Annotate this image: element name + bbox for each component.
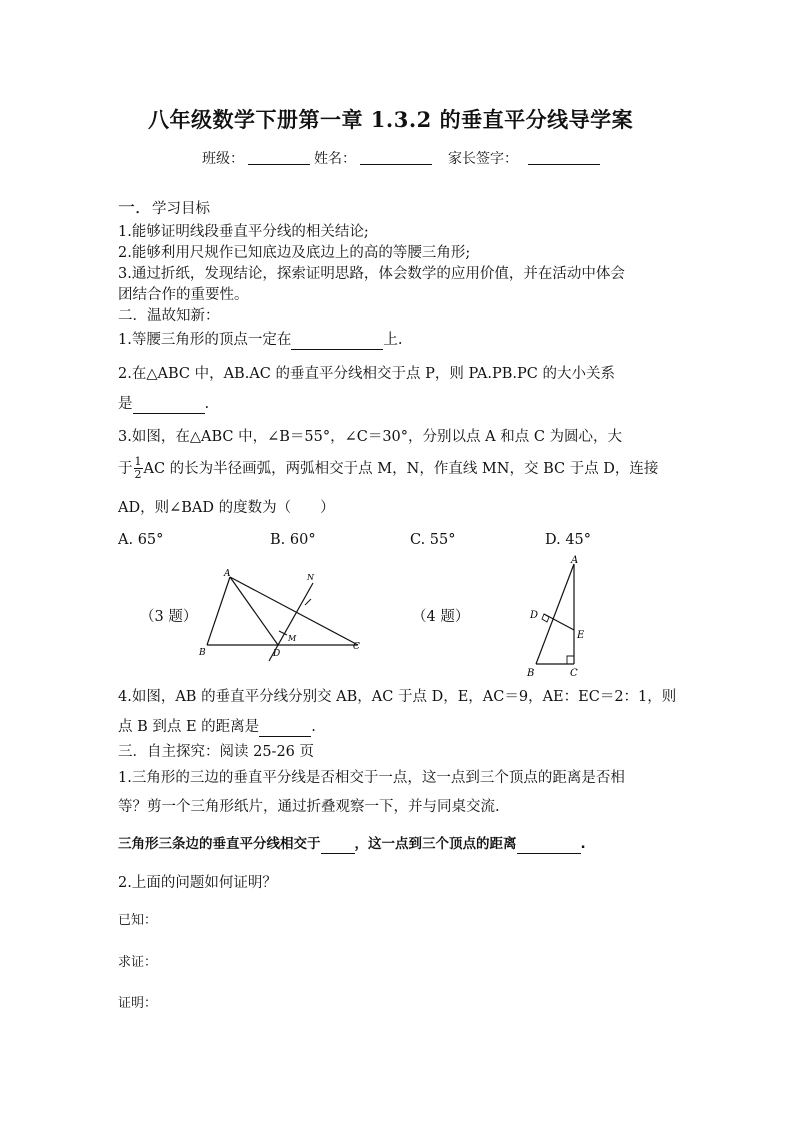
figure-3-diagram	[195, 563, 370, 663]
conclusion-statement	[118, 834, 586, 854]
segment-ab	[207, 577, 230, 645]
option-c[interactable]: C. 55°	[410, 532, 456, 548]
question-4-line1: 4.如图，AB 的垂直平分线分别交 AB，AC 于点 D，E，AC＝9，AE：EC＝2：1，则	[118, 689, 677, 705]
name-label: 姓名：	[314, 151, 356, 167]
section3-question-1-line2: 等？剪一个三角形纸片，通过折叠观察一下，并与同桌交流.	[118, 799, 500, 815]
question-4-blank[interactable]	[259, 722, 311, 737]
objective-2: 2.能够利用尺规作已知底边及底边上的高的等腰三角形;	[118, 245, 471, 261]
conclusion-blank-1[interactable]	[321, 839, 355, 854]
objective-3-continued: 团结合作的重要性。	[118, 287, 249, 303]
question-4-end: .	[311, 719, 316, 735]
section3-question-2: 2.上面的问题如何证明？	[118, 875, 277, 891]
name-blank[interactable]	[360, 150, 432, 165]
question-1	[118, 330, 402, 350]
question-2-end: .	[204, 396, 210, 412]
right-angle-mark-d	[542, 614, 549, 622]
question-2-blank[interactable]	[133, 399, 205, 414]
label-b: B	[527, 668, 535, 679]
question-4-text: 点 B 到点 E 的距离是	[118, 719, 260, 735]
class-blank[interactable]	[248, 150, 310, 165]
option-d[interactable]: D. 45°	[545, 532, 592, 548]
figure-4-diagram	[500, 552, 600, 680]
page-title: 八年级数学下册第一章 1.3.2 的垂直平分线导学案	[148, 107, 634, 132]
label-n: N	[307, 573, 314, 582]
section1-heading	[118, 193, 210, 219]
parent-signature-label: 家长签字：	[448, 151, 518, 167]
question-2-line2	[118, 394, 209, 414]
label-d: D	[530, 610, 539, 621]
question-2-line1: 2.在△ABC 中，AB.AC 的垂直平分线相交于点 P，则 PA.PB.PC 的大小关系	[118, 366, 615, 382]
label-b: B	[199, 648, 206, 658]
label-m: M	[288, 634, 297, 643]
question-3-text-b: AC 的长为半径画弧，两弧相交于点 M，N，作直线 MN，交 BC 于点 D，连接	[143, 460, 659, 477]
label-e: E	[577, 630, 585, 641]
question-1-end: 上.	[383, 332, 403, 348]
question-3-line3: AD，则∠BAD 的度数为（ ）	[118, 500, 335, 516]
section1-number: 一．	[118, 198, 152, 218]
parent-signature-blank[interactable]	[528, 150, 600, 165]
conclusion-blank-2[interactable]	[517, 839, 581, 854]
label-a: A	[571, 555, 579, 566]
conclusion-text-a: 三角形三条边的垂直平分线相交于	[118, 836, 321, 852]
conclusion-text-b: ，这一点到三个顶点的距离	[354, 836, 517, 852]
conclusion-end: .	[580, 836, 586, 852]
objective-3: 3.通过折纸，发现结论，探索证明思路，体会数学的应用价值，并在活动中体会	[118, 266, 625, 282]
fraction-numerator: 1	[134, 455, 142, 468]
option-b[interactable]: B. 60°	[270, 532, 316, 548]
question-3-text-a: 于	[118, 460, 133, 477]
class-label: 班级：	[202, 151, 244, 167]
question-3-line1: 3.如图，在△ABC 中，∠B＝55°，∠C＝30°，分别以点 A 和点 C 为圆心，大	[118, 429, 623, 445]
question-4-line2	[118, 717, 316, 737]
figure-4-caption: （4 题）	[412, 609, 470, 625]
label-a: A	[224, 569, 231, 579]
option-a[interactable]: A. 65°	[118, 532, 164, 548]
proof-label: 证明：	[118, 996, 158, 1011]
question-1-blank[interactable]	[291, 335, 383, 350]
segment-ab	[536, 564, 574, 664]
objective-1: 1.能够证明线段垂直平分线的相关结论;	[118, 224, 369, 240]
section2-heading: 二．温故知新：	[118, 308, 220, 324]
label-c: C	[353, 642, 360, 652]
figure-3-caption: （3 题）	[140, 609, 198, 625]
arc-mark-n	[305, 599, 311, 605]
question-2-text: 是	[118, 396, 133, 412]
question-1-text: 1.等腰三角形的顶点一定在	[118, 332, 292, 348]
to-prove-label: 求证：	[118, 955, 158, 970]
right-angle-mark-c	[567, 656, 574, 664]
label-d: D	[273, 649, 281, 659]
label-c: C	[570, 668, 578, 679]
question-3-line2	[118, 456, 658, 481]
segment-ad	[230, 577, 278, 645]
fraction-one-half	[134, 456, 143, 481]
section3-question-1-line1: 1.三角形的三边的垂直平分线是否相交于一点，这一点到三个顶点的距离是否相	[118, 770, 625, 786]
section1-title: 学习目标	[152, 201, 210, 217]
section3-heading: 三．自主探究：阅读 25-26 页	[118, 744, 315, 760]
given-label: 已知：	[118, 913, 158, 928]
fraction-denominator: 2	[134, 468, 142, 481]
